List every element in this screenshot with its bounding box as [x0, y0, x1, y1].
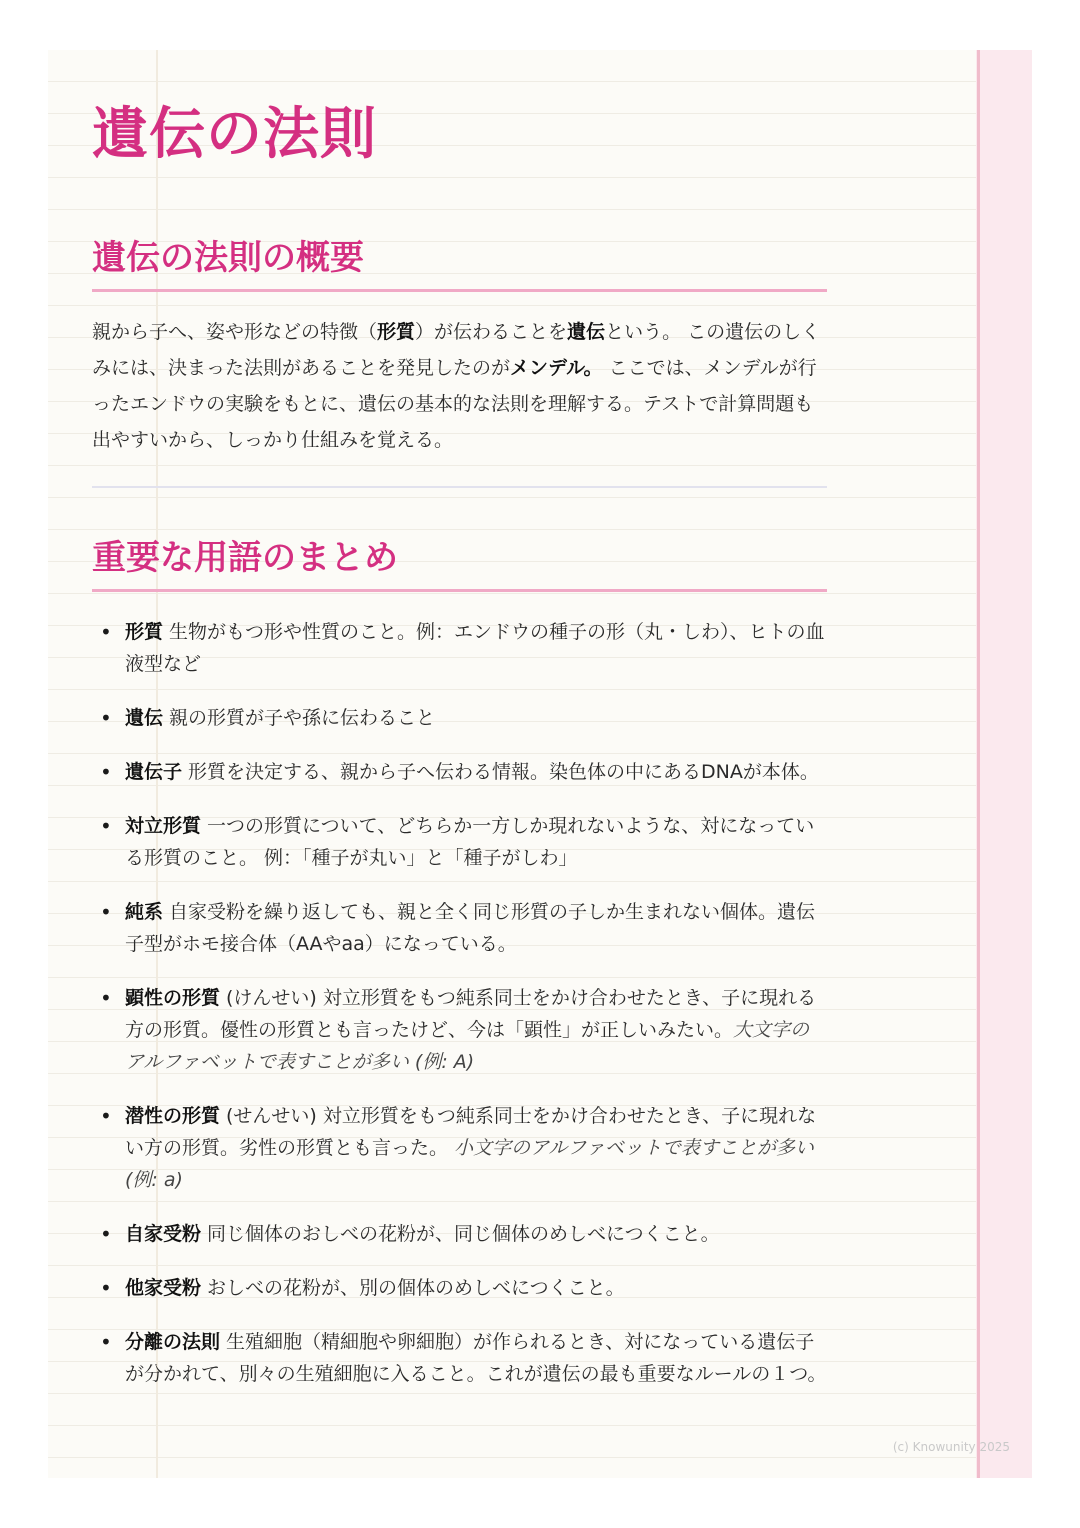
term-description: 自家受粉を繰り返しても、親と全く同じ形質の子しか生まれない個体。遺伝子型がホモ接合体（AAやaa）になっている。	[125, 901, 816, 955]
page-title: 遺伝の法則	[92, 102, 377, 167]
term-label: 純系	[125, 901, 164, 923]
bullet-icon: •	[100, 814, 112, 838]
bullet-icon: •	[100, 986, 112, 1010]
term-description: (けんせい) 対立形質をもつ純系同士をかけ合わせたとき、子に現れる方の形質。優性の形質とも言ったけど、今は「顕性」が正しいみたい。	[125, 987, 817, 1041]
term-list	[92, 616, 827, 1390]
overview-heading: 遺伝の法則の概要	[92, 230, 827, 292]
bullet-icon: •	[100, 760, 112, 784]
overview-section	[92, 230, 827, 458]
term-note: 小文字のアルファベットで表すことが多い (例: a)	[125, 1137, 814, 1191]
term-label: 遺伝	[125, 707, 164, 729]
list-item	[92, 1326, 827, 1390]
term-label: 潜性の形質	[125, 1105, 221, 1127]
list-item	[92, 616, 827, 680]
list-item	[92, 810, 827, 874]
term-label: 対立形質	[125, 815, 202, 837]
term-label: 形質	[125, 621, 164, 643]
page-edge-rule	[977, 50, 980, 1478]
term-label: 顕性の形質	[125, 987, 221, 1009]
term-description: 生物がもつ形や性質のこと。例：エンドウの種子の形（丸・しわ）、ヒトの血液型など	[125, 621, 825, 675]
bullet-icon: •	[100, 900, 112, 924]
term-description: 親の形質が子や孫に伝わること	[169, 707, 436, 729]
copyright-text: (c) Knowunity 2025	[892, 1440, 1010, 1454]
keyword-mendel: メンデル。	[510, 357, 603, 379]
term-description: 形質を決定する、親から子へ伝わる情報。染色体の中にあるDNAが本体。	[188, 761, 819, 783]
term-label: 自家受粉	[125, 1223, 202, 1245]
bullet-icon: •	[100, 1330, 112, 1354]
list-item	[92, 756, 827, 788]
bullet-icon: •	[100, 1276, 112, 1300]
term-description: 一つの形質について、どちらか一方しか現れないような、対になっている形質のこと。 例：「種子が丸い」と「種子がしわ」	[125, 815, 815, 869]
bullet-icon: •	[100, 1104, 112, 1128]
glossary-section	[92, 530, 827, 1412]
bullet-icon: •	[100, 1222, 112, 1246]
term-label: 分離の法則	[125, 1331, 221, 1353]
term-description: (せんせい) 対立形質をもつ純系同士をかけ合わせたとき、子に現れない方の形質。劣性の形質とも言った。	[125, 1105, 817, 1159]
term-label: 遺伝子	[125, 761, 183, 783]
term-label: 他家受粉	[125, 1277, 202, 1299]
glossary-heading: 重要な用語のまとめ	[92, 530, 827, 592]
bullet-icon: •	[100, 620, 112, 644]
term-description: おしべの花粉が、別の個体のめしべにつくこと。	[207, 1277, 625, 1299]
list-item	[92, 982, 827, 1078]
list-item	[92, 1272, 827, 1304]
list-item	[92, 1218, 827, 1250]
page-edge-strip	[976, 50, 1032, 1478]
section-divider	[92, 486, 827, 488]
list-item	[92, 702, 827, 734]
bullet-icon: •	[100, 706, 112, 730]
term-description: 生殖細胞（精細胞や卵細胞）が作られるとき、対になっている遺伝子が分かれて、別々の生殖細胞に入ること。これが遺伝の最も重要なルールの１つ。	[125, 1331, 827, 1385]
keyword-iden: 遺伝	[567, 321, 606, 343]
term-note: 大文字のアルファベットで表すことが多い (例: A)	[125, 1019, 810, 1073]
list-item	[92, 896, 827, 960]
keyword-keishitsu: 形質	[377, 321, 416, 343]
term-description: 同じ個体のおしべの花粉が、同じ個体のめしべにつくこと。	[207, 1223, 720, 1245]
overview-paragraph: 親から子へ、姿や形などの特徴（形質）が伝わることを遺伝という。 この遺伝のしくみには、決まった法則があることを発見したのがメンデル。 ここでは、メンデルが行ったエンドウの実験をもとに、遺伝の基本的な法則を理解する。テストで計算問題も出やすいから、しっかり仕組みを覚える。	[92, 321, 821, 451]
notebook-page	[48, 50, 1032, 1478]
list-item	[92, 1100, 827, 1196]
